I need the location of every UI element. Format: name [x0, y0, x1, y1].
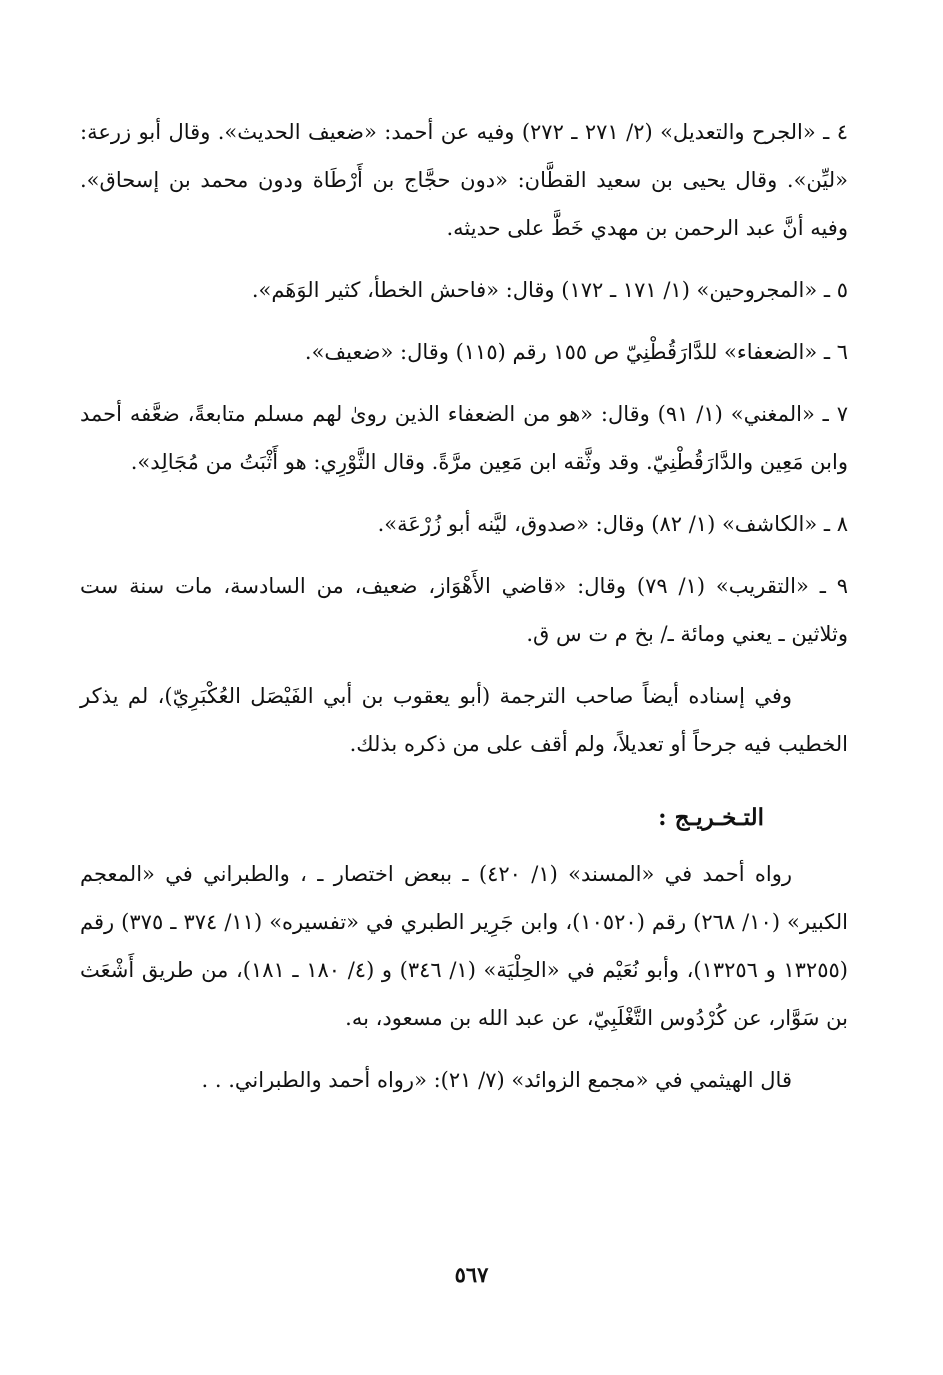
page-number: ٥٦٧: [454, 1262, 489, 1287]
takhrij-heading: التـخـريـج :: [658, 804, 764, 831]
page-body: [80, 108, 848, 1118]
footnote-8: ٨ ـ «الكاشف» (١/ ٨٢) وقال: «صدوق، ليَّنه أبو زُرْعَة».: [377, 512, 848, 536]
footnote-9: ٩ ـ «التقريب» (١/ ٧٩) وقال: «قاضي الأَهْوَاز، ضعيف، من السادسة، مات سنة ست وثلاثين ـ يعني ومائة ـ/ بخ م ت س ق.: [80, 574, 848, 646]
footnote-4: ٤ ـ «الجرح والتعديل» (٢/ ٢٧١ ـ ٢٧٢) وفيه عن أحمد: «ضعيف الحديث». وقال أبو زرعة: «ليِّن». وقال يحيى بن سعيد القطَّان: «دون حجَّاج بن أَرْطَاة ودون محمد بن إسحاق». وفيه أنَّ عبد الرحمن بن مهدي خَطَّ على حديثه.: [80, 120, 848, 240]
footnote-7: ٧ ـ «المغني» (١/ ٩١) وقال: «هو من الضعفاء الذين روىٰ لهم مسلم متابعةً، ضعَّفه أحمد وابن مَعِين والدَّارَقُطْنِيّ. وقد وثَّقه ابن مَعِين مرَّةً. وقال الثَّوْرِي: هو أَثْبَتُ من مُجَالِد».: [80, 402, 848, 474]
takhrij-paragraph: رواه أحمد في «المسند» (١/ ٤٢٠) ـ ببعض اختصار ـ ، والطبراني في «المعجم الكبير» (١٠/ ٢٦٨) رقم (١٠٥٢٠)، وابن جَرِير الطبري في «تفسيره» (١١/ ٣٧٤ ـ ٣٧٥) رقم (١٣٢٥٥ و ١٣٢٥٦)، وأبو نُعَيْم في «الحِلْيَة» (١/ ٣٤٦) و (٤/ ١٨٠ ـ ١٨١)، من طريق أَشْعَث بن سَوَّار، عن كُرْدُوس التَّغْلَبِيّ، عن عبد الله بن مسعود، به.: [80, 862, 848, 1030]
footnote-6: ٦ ـ «الضعفاء» للدَّارَقُطْنِيّ ص ١٥٥ رقم (١١٥) وقال: «ضعيف».: [304, 340, 848, 364]
footnote-5: ٥ ـ «المجروحين» (١/ ١٧١ ـ ١٧٢) وقال: «فاحش الخطأ، كثير الوَهَم».: [251, 278, 848, 302]
isnad-note: وفي إسناده أيضاً صاحب الترجمة (أبو يعقوب بن أبي الفَيْصَل العُكْبَرِيّ)، لم يذكر الخطيب فيه جرحاً أو تعديلاً، ولم أقف على من ذكره بذلك.: [80, 684, 848, 756]
haythami-paragraph: قال الهيثمي في «مجمع الزوائد» (٧/ ٢١): «رواه أحمد والطبراني. . .: [201, 1068, 792, 1092]
